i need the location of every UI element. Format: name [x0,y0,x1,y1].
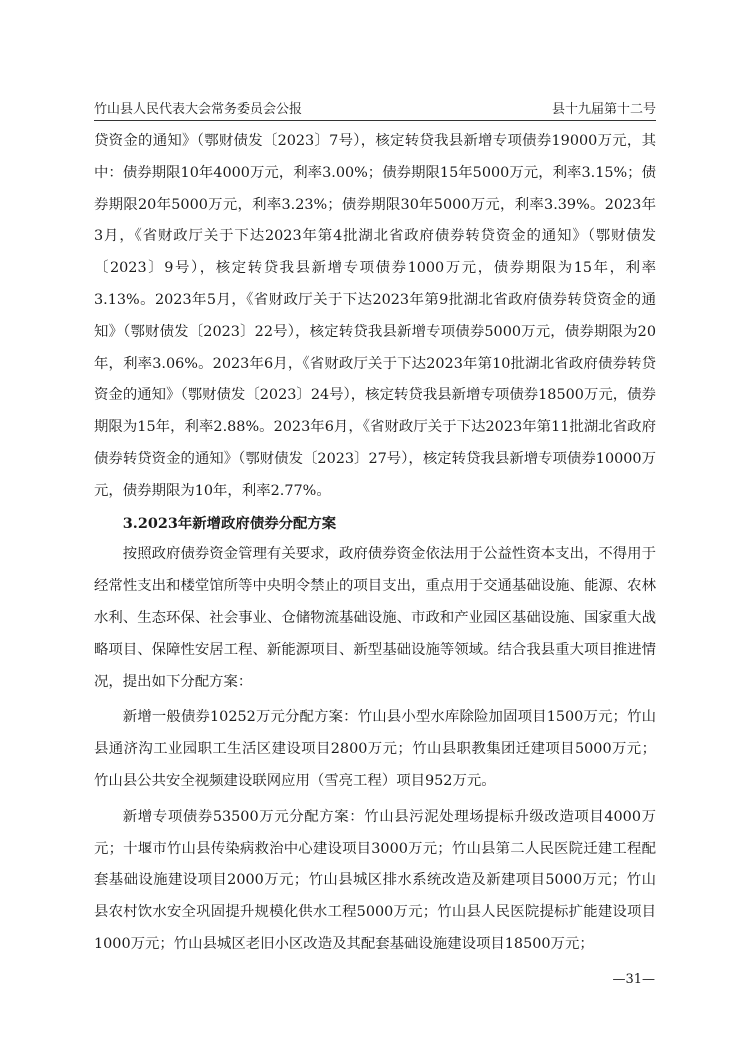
paragraph-general-bond-plan: 新增一般债券10252万元分配方案：竹山县小型水库除险加固项目1500万元；竹山县通济沟工业园职工生活区建设项目2800万元；竹山县职教集团迁建项目5000万元；竹山县公共安全视频建设联网应用（雪亮工程）项目952万元。 [94,709,656,789]
page-number: —31— [612,972,655,987]
paragraph-usage-requirements: 按照政府债券资金管理有关要求，政府债券资金依法用于公益性资本支出，不得用于经常性支出和楼堂馆所等中央明令禁止的项目支出，重点用于交通基础设施、能源、农林水利、生态环保、社会事业、仓储物流基础设施、市政和产业园区基础设施、国家重大战略项目、保障性安居工程、新能源项目、新型基础设施等领域。结合我县重大项目推进情况，提出如下分配方案： [94,546,656,690]
header-publication-title: 竹山县人民代表大会常务委员会公报 [94,102,303,117]
paragraph-special-bond-plan: 新增专项债券53500万元分配方案：竹山县污泥处理场提标升级改造项目4000万元；十堰市竹山县传染病救治中心建设项目3000万元；竹山县第二人民医院迁建工程配套基础设施建设项目2000万元；竹山县城区排水系统改造及新建项目5000万元；竹山县农村饮水安全巩固提升规模化供水工程5000万元；竹山县人民医院提标扩能建设项目1000万元；竹山县城区老旧小区改造及其配套基础设施建设项目18500万元； [94,808,656,952]
header-issue-number: 县十九届第十二号 [551,102,656,117]
paragraph-bond-allocation-notices: 贷资金的通知》（鄂财债发〔2023〕7号），核定转贷我县新增专项债券19000万元，其中：债券期限10年4000万元，利率3.00%；债券期限15年5000万元，利率3.15%；债券期限20年5000万元，利率3.23%；债券期限30年5000万元，利率3.39%。2023年3月，《省财政厅关于下达2023年第4批湖北省政府债券转贷资金的通知》（鄂财债发〔2023〕9号），核定转贷我县新增专项债券1000万元，债券期限为15年，利率3.13%。2023年5月，《省财政厅关于下达2023年第9批湖北省政府债券转贷资金的通知》（鄂财债发〔2023〕22号），核定转贷我县新增专项债券5000万元，债券期限为20年，利率3.06%。2023年6月，《省财政厅关于下达2023年第10批湖北省政府债券转贷资金的通知》（鄂财债发〔2023〕24号），核定转贷我县新增专项债券18500万元，债券期限为15年，利率2.88%。2023年6月，《省财政厅关于下达2023年第11批湖北省政府债券转贷资金的通知》（鄂财债发〔2023〕27号），核定转贷我县新增专项债券10000万元，债券期限为10年，利率2.77%。 [94,133,656,499]
section-heading: 3.2023年新增政府债券分配方案 [122,514,337,532]
document-body [94,126,656,961]
page-header [94,98,656,121]
